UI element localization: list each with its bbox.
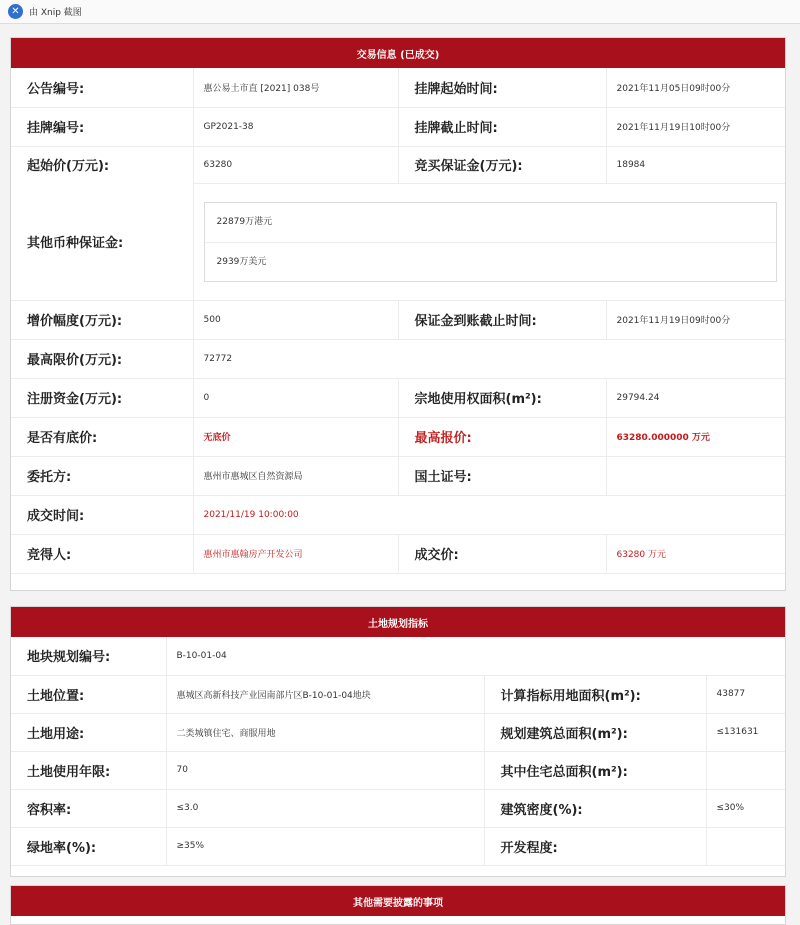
cert-label: 国土证号: <box>398 456 606 495</box>
table-row <box>11 827 785 865</box>
deposit-deadline-label: 保证金到账截止时间: <box>398 300 606 339</box>
start-price-label: 起始价(万元): <box>27 159 110 175</box>
table-row <box>11 107 785 146</box>
density-label: 建筑密度(%): <box>484 789 706 827</box>
list-item: 22879万港元 <box>216 216 273 227</box>
disclosure-panel <box>10 885 786 925</box>
disclosure-header: 其他需要披露的事项 <box>11 886 785 916</box>
increment-label: 增价幅度(万元): <box>11 300 193 339</box>
years-label: 土地使用年限: <box>11 751 166 789</box>
table-row <box>11 713 785 751</box>
table-row <box>11 789 785 827</box>
highest-bid-label: 最高报价: <box>398 417 606 456</box>
deal-time-label: 成交时间: <box>11 495 193 534</box>
reserve-label: 是否有底价: <box>11 417 193 456</box>
residential-value <box>706 751 785 789</box>
start-price-value: 63280 <box>193 146 398 183</box>
far-value: ≤3.0 <box>166 789 484 827</box>
trade-info-panel <box>10 37 786 591</box>
planning-table <box>11 637 785 866</box>
land-area-value: 29794.24 <box>606 378 785 417</box>
table-row <box>11 417 785 456</box>
table-row <box>11 68 785 107</box>
dev-value <box>706 827 785 865</box>
deal-time-value: 2021/11/19 10:00:00 <box>193 495 785 534</box>
winner-value: 惠州市惠翰房产开发公司 <box>193 534 398 573</box>
build-area-label: 规划建筑总面积(m²): <box>484 713 706 751</box>
usage-value: 二类城镇住宅、商服用地 <box>166 713 484 751</box>
deposit-label: 竞买保证金(万元): <box>398 146 606 183</box>
listing-start-label: 挂牌起始时间: <box>398 68 606 107</box>
table-row <box>11 300 785 339</box>
panel-footer-spacer <box>11 574 785 590</box>
density-value: ≤30% <box>706 789 785 827</box>
deposit-deadline-value: 2021年11月19日09时00分 <box>606 300 785 339</box>
location-label: 土地位置: <box>11 675 166 713</box>
years-value: 70 <box>166 751 484 789</box>
other-currency-cell <box>193 183 785 300</box>
deal-price-label: 成交价: <box>398 534 606 573</box>
highest-bid-value: 63280.000000 万元 <box>606 417 785 456</box>
location-value: 惠城区高新科技产业园南部片区B-10-01-04地块 <box>166 675 484 713</box>
build-area-value: ≤131631 <box>706 713 785 751</box>
deposit-value: 18984 <box>606 146 785 183</box>
listing-end-value: 2021年11月19日10时00分 <box>606 107 785 146</box>
calc-area-label: 计算指标用地面积(m²): <box>484 675 706 713</box>
land-area-label: 宗地使用权面积(m²): <box>398 378 606 417</box>
trade-info-header: 交易信息 (已成交) <box>11 38 785 68</box>
xnip-logo-icon: ✕ <box>8 4 23 19</box>
table-row <box>11 675 785 713</box>
trade-info-table <box>11 68 785 574</box>
capital-value: 0 <box>193 378 398 417</box>
listing-start-value: 2021年11月05日09时00分 <box>606 68 785 107</box>
cert-value <box>606 456 785 495</box>
panel-footer-spacer <box>11 866 785 876</box>
screenshot-tool-bar <box>0 0 800 24</box>
other-currency-list <box>204 202 778 282</box>
listing-end-label: 挂牌截止时间: <box>398 107 606 146</box>
entrust-value: 惠州市惠城区自然资源局 <box>193 456 398 495</box>
deal-price-value: 63280 万元 <box>606 534 785 573</box>
table-row <box>11 456 785 495</box>
table-row <box>11 183 785 300</box>
max-price-value: 72772 <box>193 339 785 378</box>
planning-panel <box>10 606 786 877</box>
winner-label: 竞得人: <box>11 534 193 573</box>
notice-no-value: 惠公易土市直 [2021] 038号 <box>193 68 398 107</box>
calc-area-value: 43877 <box>706 675 785 713</box>
table-row <box>11 534 785 573</box>
reserve-value: 无底价 <box>193 417 398 456</box>
usage-label: 土地用途: <box>11 713 166 751</box>
listing-no-value: GP2021-38 <box>193 107 398 146</box>
table-row <box>11 637 785 675</box>
far-label: 容积率: <box>11 789 166 827</box>
plot-no-label: 地块规划编号: <box>11 637 166 675</box>
dev-label: 开发程度: <box>484 827 706 865</box>
other-currency-label: 其他币种保证金: <box>11 183 193 300</box>
table-row <box>11 751 785 789</box>
table-row <box>11 146 785 183</box>
capital-label: 注册资金(万元): <box>11 378 193 417</box>
table-row <box>11 378 785 417</box>
green-value: ≥35% <box>166 827 484 865</box>
app-title: 由 Xnip 截图 <box>29 8 82 18</box>
increment-value: 500 <box>193 300 398 339</box>
max-price-label: 最高限价(万元): <box>11 339 193 378</box>
list-item: 2939万美元 <box>205 242 777 281</box>
planning-header: 土地规划指标 <box>11 607 785 637</box>
plot-no-value: B-10-01-04 <box>166 637 785 675</box>
residential-label: 其中住宅总面积(m²): <box>484 751 706 789</box>
entrust-label: 委托方: <box>11 456 193 495</box>
notice-no-label: 公告编号: <box>11 68 193 107</box>
table-row <box>11 495 785 534</box>
table-row <box>11 339 785 378</box>
listing-no-label: 挂牌编号: <box>11 107 193 146</box>
green-label: 绿地率(%): <box>11 827 166 865</box>
